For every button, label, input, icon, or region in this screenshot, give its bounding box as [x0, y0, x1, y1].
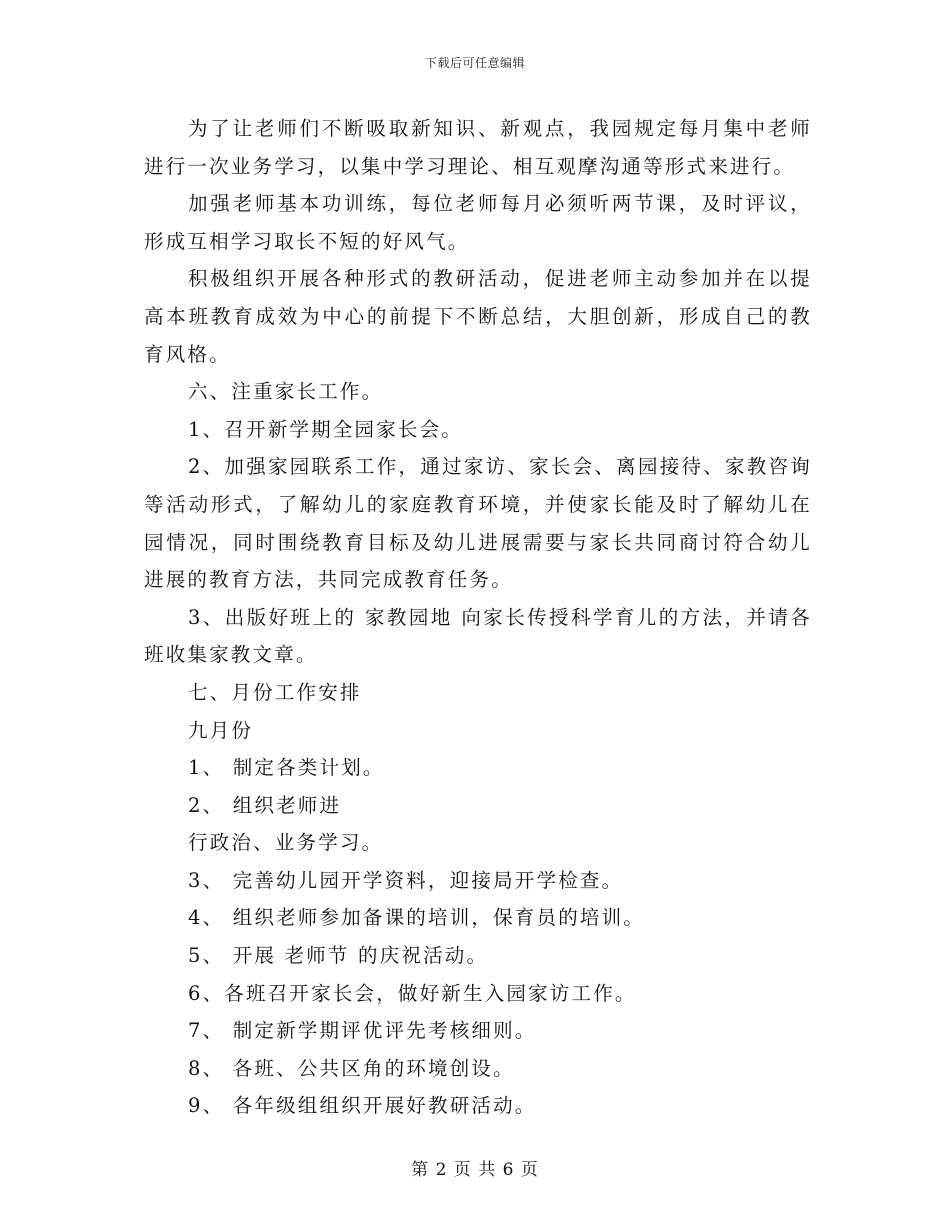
paragraph-training: 加强老师基本功训练，每位老师每月必须听两节课，及时评议，形成互相学习取长不短的好风气。: [144, 192, 812, 253]
list-item-sep-4: 4、 组织老师参加备课的培训，保育员的培训。: [188, 906, 646, 930]
list-item-sep-9: 9、 各年级组组织开展好教研活动。: [188, 1094, 537, 1118]
list-item-sep-7: 7、 制定新学期评优评先考核细则。: [188, 1019, 537, 1043]
list-item-sep-1: 1、 制定各类计划。: [188, 756, 385, 780]
paragraph-research: 积极组织开展各种形式的教研活动，促进老师主动参加并在以提高本班教育成效为中心的前提下不断总结，大胆创新，形成自己的教育风格。: [144, 267, 812, 366]
list-item-sep-2-continued: 行政治、业务学习。: [188, 831, 384, 855]
list-item-sep-3: 3、 完善幼儿园开学资料，迎接局开学检查。: [188, 868, 624, 892]
list-item-sep-2: 2、 组织老师进: [188, 793, 342, 817]
paragraph-study: 为了让老师们不断吸取新知识、新观点，我园规定每月集中老师进行一次业务学习，以集中学习理论、相互观摩沟通等形式来进行。: [144, 117, 812, 178]
list-item-sep-8: 8、 各班、公共区角的环境创设。: [188, 1056, 515, 1080]
section-heading-parents: 六、注重家长工作。: [188, 380, 384, 404]
list-item-parent-2: 2、加强家园联系工作，通过家访、家长会、离园接待、家教咨询等活动形式，了解幼儿的家庭教育环境，并使家长能及时了解幼儿在园情况，同时围绕教育目标及幼儿进展需要与家长共同商讨符合幼儿进展的教育方法，共同完成教育任务。: [144, 455, 812, 592]
list-item-sep-6: 6、各班召开家长会，做好新生入园家访工作。: [188, 981, 637, 1005]
section-heading-monthly: 七、月份工作安排: [188, 680, 362, 704]
subheading-september: 九月份: [188, 718, 254, 742]
page-number-footer: 第 2 页 共 6 页: [411, 1160, 539, 1180]
list-item-parent-1: 1、召开新学期全园家长会。: [188, 417, 464, 441]
page-header-note: 下载后可任意编辑: [424, 56, 525, 70]
list-item-sep-5: 5、 开展 老师节 的庆祝活动。: [188, 944, 489, 968]
list-item-parent-3: 3、出版好班上的 家教园地 向家长传授科学育儿的方法，并请各班收集家教文章。: [144, 605, 812, 667]
document-body: [144, 110, 812, 1125]
